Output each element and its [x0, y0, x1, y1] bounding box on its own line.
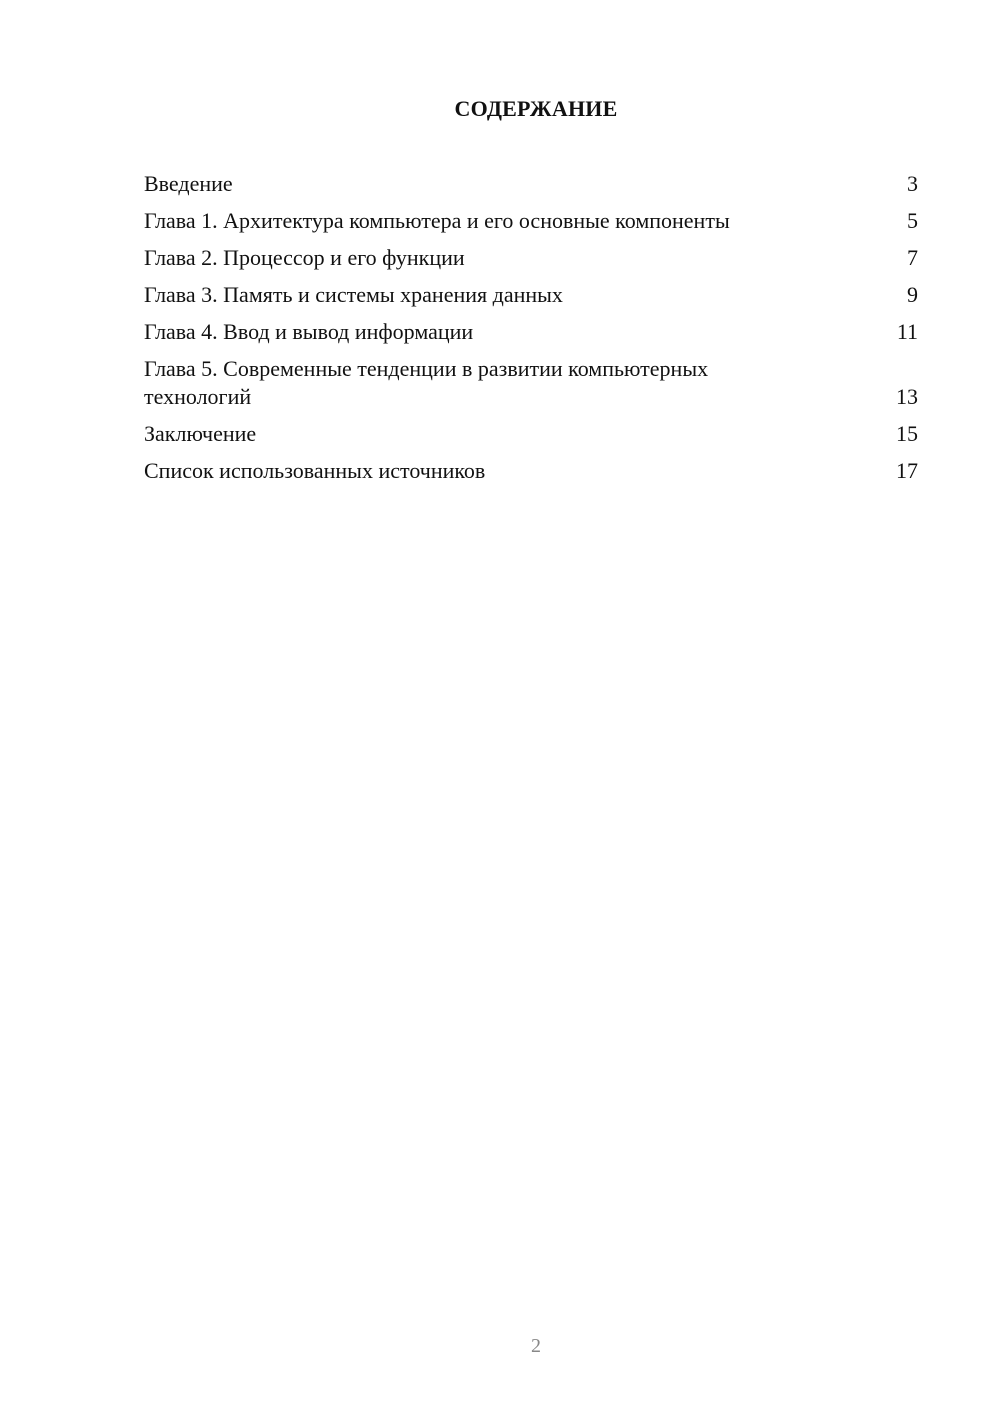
toc-item-text: Заключение — [144, 421, 257, 446]
toc-item-chapter-3[interactable] — [144, 281, 918, 309]
toc-item-page: 3 — [907, 171, 918, 196]
toc-item-page: 17 — [896, 458, 918, 483]
toc-item-chapter-5[interactable] — [144, 355, 918, 411]
toc-item-page: 11 — [896, 319, 918, 344]
toc-item-page: 5 — [907, 208, 918, 233]
toc-item-page: 13 — [896, 384, 918, 409]
toc-item-conclusion[interactable] — [144, 420, 918, 448]
toc-item-references[interactable] — [144, 457, 918, 485]
toc-item-chapter-1[interactable] — [144, 207, 918, 235]
toc-item-chapter-4[interactable] — [144, 318, 918, 346]
toc-item-text: Глава 3. Память и системы хранения данных — [144, 282, 563, 307]
toc-item-text: Глава 5. Современные тенденции в развитии компьютерных технологий — [144, 356, 709, 409]
toc-item-text: Глава 2. Процессор и его функции — [144, 245, 465, 270]
toc-item-chapter-2[interactable] — [144, 244, 918, 272]
toc-item-introduction[interactable] — [144, 170, 918, 198]
toc-item-text: Глава 4. Ввод и вывод информации — [144, 319, 474, 344]
toc-item-page: 9 — [907, 282, 918, 307]
toc-item-text: Список использованных источников — [144, 458, 486, 483]
toc-item-page: 15 — [896, 421, 918, 446]
page-number: 2 — [531, 1335, 541, 1357]
toc-title: СОДЕРЖАНИЕ — [454, 96, 618, 121]
toc-item-page: 7 — [907, 245, 918, 270]
table-of-contents — [144, 170, 918, 494]
toc-item-text: Введение — [144, 171, 233, 196]
toc-item-text: Глава 1. Архитектура компьютера и его основные компоненты — [144, 208, 730, 233]
